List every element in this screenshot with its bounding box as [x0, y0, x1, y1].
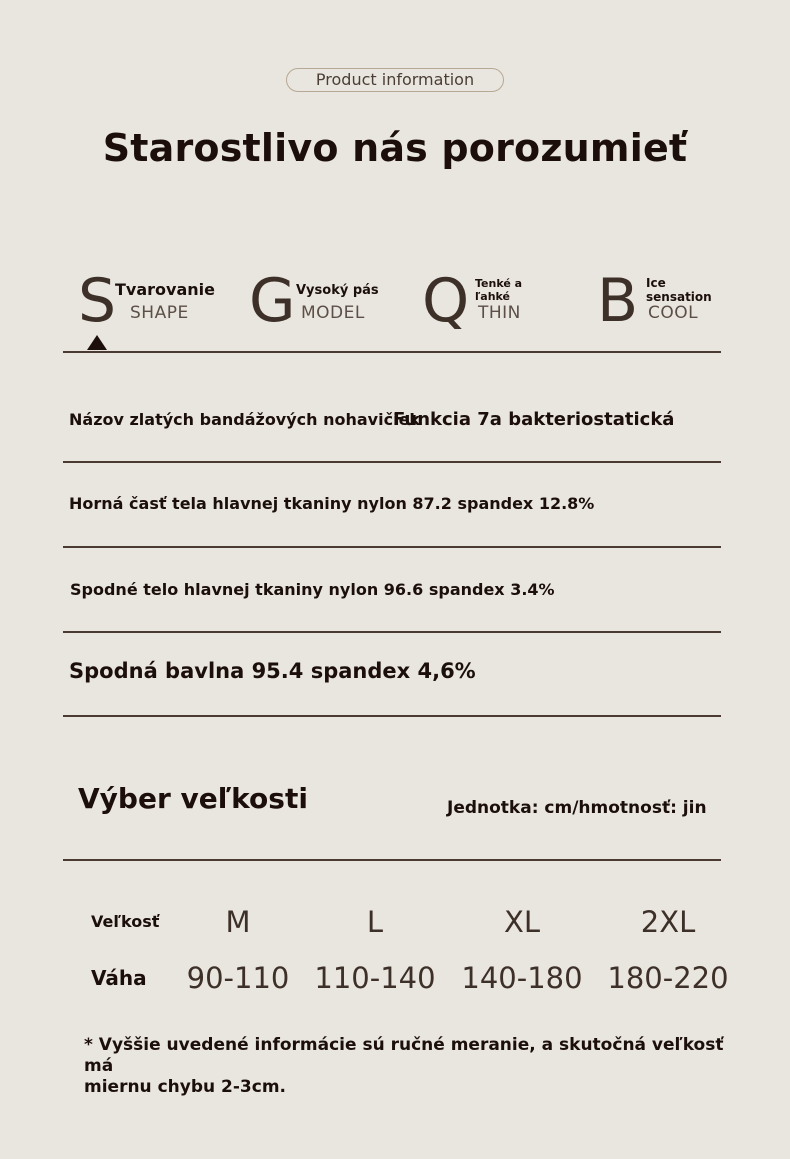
size-cell: M: [225, 905, 251, 939]
feature-label-line2: sensation: [646, 290, 712, 304]
divider: [63, 461, 721, 463]
feature-subtitle: COOL: [648, 303, 699, 323]
feature-thin: [422, 268, 572, 338]
feature-subtitle: MODEL: [301, 303, 365, 323]
size-unit-note: Jednotka: cm/hmotnosť: jin: [447, 798, 707, 818]
feature-shape: [78, 268, 228, 338]
divider: [63, 715, 721, 717]
weight-cell: 90-110: [186, 961, 290, 995]
size-row-label: Veľkosť: [91, 912, 160, 931]
feature-cool: [597, 268, 747, 338]
size-cell: XL: [503, 905, 541, 939]
divider: [63, 859, 721, 861]
product-name-value: Funkcia 7a bakteriostatická: [393, 409, 675, 430]
feature-label: Tvarovanie: [115, 280, 215, 299]
feature-letter: G: [249, 266, 296, 336]
page-title: Starostlivo nás porozumieť: [102, 126, 688, 170]
weight-cell: 110-140: [314, 961, 436, 995]
size-cell: L: [366, 905, 384, 939]
feature-letter: Q: [422, 266, 470, 336]
note-line-1: * Vyššie uvedené informácie sú ručné meranie, a skutočná veľkosť má: [84, 1035, 724, 1076]
weight-row-label: Váha: [91, 966, 147, 990]
upper-body-fabric: Horná časť tela hlavnej tkaniny nylon 87.2 spandex 12.8%: [69, 494, 595, 513]
divider: [63, 546, 721, 548]
feature-label-line1: Tenké a: [475, 277, 523, 290]
note-line-2: miernu chybu 2-3cm.: [84, 1077, 286, 1097]
weight-cell: 140-180: [461, 961, 583, 995]
feature-letter: S: [78, 266, 117, 336]
selected-feature-pointer: [87, 335, 107, 350]
size-cell: 2XL: [640, 905, 696, 939]
lower-body-fabric: Spodné telo hlavnej tkaniny nylon 96.6 spandex 3.4%: [70, 580, 555, 599]
feature-label: Vysoký pás: [296, 283, 379, 298]
feature-subtitle: THIN: [478, 303, 521, 323]
measurement-note: [84, 1035, 724, 1098]
feature-subtitle: SHAPE: [130, 303, 189, 323]
size-section-title: Výber veľkosti: [78, 782, 308, 815]
product-name-label: Názov zlatých bandážových nohavičiek: [69, 410, 421, 429]
feature-label-line1: Ice: [646, 276, 666, 290]
feature-letter: B: [597, 266, 639, 336]
feature-label-line2: ľahké: [475, 290, 511, 303]
product-information-badge: Product information: [286, 68, 504, 92]
divider: [63, 351, 721, 353]
feature-model: [249, 268, 399, 338]
bottom-cotton-fabric: Spodná bavlna 95.4 spandex 4,6%: [69, 659, 476, 683]
divider: [63, 631, 721, 633]
weight-cell: 180-220: [607, 961, 729, 995]
